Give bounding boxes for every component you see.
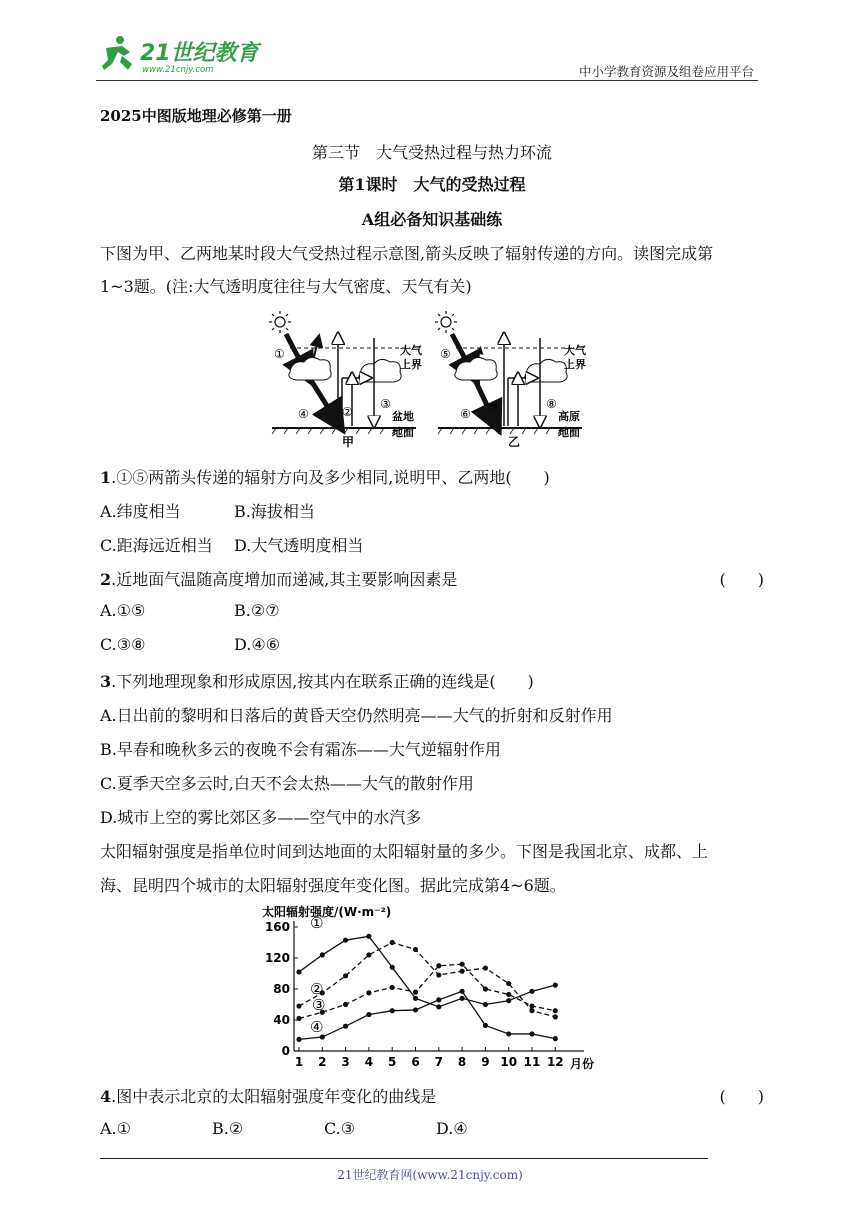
data-point — [366, 934, 371, 939]
data-point — [413, 996, 418, 1001]
question-number: 2 — [100, 570, 112, 589]
platform-name: 中小学教育资源及组卷应用平台 — [578, 64, 754, 79]
option-a[interactable]: A.①⑤ — [100, 601, 146, 620]
y-tick-label: 80 — [273, 982, 290, 996]
data-point — [506, 998, 511, 1003]
option-c[interactable]: C.③⑧ — [100, 635, 146, 654]
intro-paragraph-1: 下图为甲、乙两地某时段大气受热过程示意图,箭头反映了辐射传递的方向。读图完成第 — [100, 244, 714, 263]
data-point — [553, 1036, 558, 1041]
data-point — [413, 947, 418, 952]
x-tick-label: 12 — [546, 1055, 564, 1069]
data-point — [529, 989, 534, 994]
logo-text: 21世纪教育 — [140, 41, 259, 66]
q1-options-row-2 — [100, 533, 394, 556]
option-a[interactable]: A.纬度相当 — [100, 502, 181, 521]
chart-ylabel: 太阳辐射强度/(W·m⁻²) — [262, 905, 392, 919]
lesson-title: 第1课时 大气的受热过程 — [338, 175, 526, 194]
question-text: .图中表示北京的太阳辐射强度年变化的曲线是 — [111, 1087, 437, 1106]
option-d[interactable]: D.④ — [436, 1119, 468, 1138]
data-point — [460, 989, 465, 994]
intro-paragraph-2: 太阳辐射强度是指单位时间到达地面的太阳辐射量的多少。下图是我国北京、成都、上 — [100, 842, 709, 861]
label-4: ④ — [298, 407, 309, 421]
x-tick-label: 4 — [364, 1055, 374, 1069]
option-b[interactable]: B.早春和晚秋多云的夜晚不会有霜冻——大气逆辐射作用 — [100, 740, 501, 759]
label-1: ① — [274, 347, 285, 361]
label-upper-1: 大气 — [564, 344, 586, 357]
option-c[interactable]: C.③ — [324, 1119, 356, 1138]
option-c[interactable]: C.距海远近相当 — [100, 536, 213, 555]
x-tick-label: 10 — [500, 1055, 518, 1069]
data-point — [413, 1007, 418, 1012]
sun-icon — [435, 311, 457, 333]
data-point — [529, 1008, 534, 1013]
data-point — [506, 992, 511, 997]
answer-blank[interactable]: ( ) — [719, 570, 764, 589]
x-tick-label: 1 — [294, 1055, 304, 1069]
label-7: ⑦ — [488, 401, 499, 415]
label-basin-2: 地面 — [392, 426, 414, 439]
option-b[interactable]: B.② — [212, 1119, 244, 1138]
data-point — [483, 986, 488, 991]
label-5: ⑤ — [440, 347, 451, 361]
option-a[interactable]: A.日出前的黎明和日落后的黄昏天空仍然明亮——大气的折射和反射作用 — [100, 706, 613, 725]
series-label-3: ③ — [312, 996, 326, 1014]
series-line-1 — [299, 936, 555, 1007]
series-line-4 — [299, 991, 555, 1039]
data-point — [343, 1002, 348, 1007]
option-d[interactable]: D.城市上空的雾比郊区多——空气中的水汽多 — [100, 808, 422, 827]
data-point — [343, 938, 348, 943]
question-number: 1 — [100, 468, 112, 487]
q4-options-row — [100, 1119, 548, 1138]
option-b[interactable]: B.海拔相当 — [234, 502, 315, 521]
data-point — [296, 1016, 301, 1021]
series-label-1: ① — [310, 914, 324, 932]
data-point — [390, 985, 395, 990]
page-header — [0, 0, 860, 90]
chart-lines — [296, 914, 558, 1042]
x-tick-label: 3 — [341, 1055, 350, 1069]
site-logo — [96, 34, 266, 76]
series-label-2: ② — [310, 980, 324, 998]
data-point — [366, 1012, 371, 1017]
option-b[interactable]: B.②⑦ — [234, 601, 280, 620]
data-point — [553, 1014, 558, 1019]
intro-paragraph-2b: 海、昆明四个城市的太阳辐射强度年变化图。据此完成第4~6题。 — [100, 876, 566, 895]
label-jia: 甲 — [342, 435, 355, 449]
label-3: ③ — [380, 397, 391, 411]
diagram-panel-yi — [435, 311, 587, 449]
x-tick-label: 6 — [411, 1055, 420, 1069]
series-line-3 — [299, 964, 555, 1018]
intro-paragraph-1b: 1~3题。(注:大气透明度往往与大气密度、天气有关) — [100, 277, 472, 296]
label-2: ② — [342, 405, 353, 419]
footer-text: 21世纪教育网(www.21cnjy.com) — [337, 1168, 523, 1182]
x-tick-label: 9 — [481, 1055, 490, 1069]
x-tick-label: 2 — [318, 1055, 327, 1069]
diagram-panel-jia — [269, 311, 423, 453]
data-point — [390, 965, 395, 970]
question-text: .下列地理现象和形成原因,按其内在联系正确的连线是( ) — [111, 672, 534, 691]
y-tick-label: 120 — [264, 951, 290, 965]
data-point — [529, 1003, 534, 1008]
question-1 — [100, 465, 550, 488]
data-point — [483, 1023, 488, 1028]
label-yi: 乙 — [508, 435, 521, 449]
data-point — [553, 983, 558, 988]
data-point — [506, 981, 511, 986]
question-text: .①⑤两箭头传递的辐射方向及多少相同,说明甲、乙两地( ) — [111, 468, 550, 487]
label-upper-2: 上界 — [564, 358, 586, 371]
data-point — [436, 1004, 441, 1009]
data-point — [413, 990, 418, 995]
data-point — [436, 997, 441, 1002]
data-point — [296, 1037, 301, 1042]
label-plateau-1: 高原 — [558, 410, 580, 423]
label-basin-1: 盆地 — [392, 410, 414, 423]
data-point — [436, 972, 441, 977]
y-tick-label: 0 — [281, 1044, 290, 1058]
sun-icon — [269, 311, 291, 333]
atmospheric-heating-diagram — [266, 308, 596, 453]
data-point — [506, 1031, 511, 1036]
option-a[interactable]: A.① — [100, 1119, 131, 1138]
data-point — [460, 969, 465, 974]
data-point — [343, 973, 348, 978]
chart-xlabel: 月份 — [570, 1057, 595, 1071]
question-number: 3 — [100, 672, 112, 691]
series-label-4: ④ — [310, 1018, 324, 1036]
data-point — [343, 1024, 348, 1029]
data-point — [483, 1002, 488, 1007]
option-c[interactable]: C.夏季天空多云时,白天不会太热——大气的散射作用 — [100, 774, 474, 793]
header-divider — [96, 80, 758, 81]
option-d[interactable]: D.大气透明度相当 — [234, 536, 364, 555]
data-point — [390, 940, 395, 945]
book-title: 2025中图版地理必修第一册 — [100, 107, 292, 125]
q2-options-row-2 — [100, 635, 346, 654]
answer-blank[interactable]: ( ) — [719, 1087, 764, 1106]
label-plateau-2: 地面 — [558, 426, 580, 439]
question-4 — [100, 1084, 436, 1107]
data-point — [460, 996, 465, 1001]
data-point — [460, 962, 465, 967]
data-point — [366, 990, 371, 995]
question-text: .近地面气温随高度增加而递减,其主要影响因素是 — [111, 570, 458, 589]
section-title: 第三节 大气受热过程与热力环流 — [311, 143, 552, 162]
x-tick-label: 5 — [388, 1055, 397, 1069]
q1-options-row-1 — [100, 499, 346, 522]
label-8: ⑧ — [546, 397, 557, 411]
x-tick-label: 7 — [434, 1055, 443, 1069]
x-tick-label: 8 — [457, 1055, 467, 1069]
y-tick-label: 160 — [264, 920, 290, 934]
group-title: A组必备知识基础练 — [361, 210, 503, 229]
data-point — [366, 952, 371, 957]
data-point — [320, 952, 325, 957]
question-2 — [100, 567, 457, 590]
data-point — [483, 965, 488, 970]
solar-radiation-chart — [252, 900, 612, 1075]
data-point — [529, 1031, 534, 1036]
option-d[interactable]: D.④⑥ — [234, 635, 281, 654]
data-point — [296, 969, 301, 974]
footer-divider — [100, 1158, 708, 1159]
y-tick-label: 40 — [273, 1013, 290, 1027]
label-upper-2: 上界 — [400, 358, 422, 371]
data-point — [553, 1008, 558, 1013]
x-tick-label: 11 — [523, 1055, 541, 1069]
data-point — [296, 1003, 301, 1008]
data-point — [390, 1008, 395, 1013]
label-upper-1: 大气 — [400, 344, 422, 357]
label-6: ⑥ — [460, 407, 471, 421]
question-3 — [100, 669, 534, 692]
data-point — [436, 963, 441, 968]
logo-subtext: www.21cnjy.com — [142, 65, 214, 75]
question-number: 4 — [100, 1087, 112, 1106]
q2-options-row-1 — [100, 601, 346, 620]
